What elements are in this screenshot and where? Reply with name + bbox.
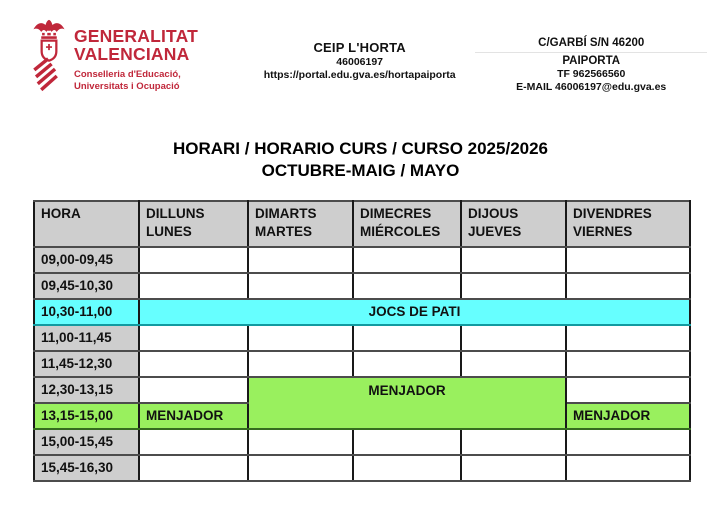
time-cell: 11,45-12,30 (34, 351, 139, 377)
schedule-cell (139, 351, 248, 377)
day-label-ca: DIMECRES (360, 205, 432, 221)
time-cell: 12,30-13,15 (34, 377, 139, 403)
table-row (34, 247, 690, 273)
school-name: CEIP L'HORTA (313, 40, 406, 55)
title-line2: OCTUBRE-MAIG / MAYO (261, 161, 460, 181)
contact-info (475, 14, 707, 93)
schedule-cell (248, 351, 353, 377)
day-label-ca: DIJOUS (468, 205, 519, 221)
time-cell: 11,00-11,45 (34, 325, 139, 351)
schedule-cell (461, 325, 566, 351)
schedule-cell (566, 273, 690, 299)
day-label-es: VIERNES (573, 224, 633, 240)
schedule-cell (248, 247, 353, 273)
day-label-es: JUEVES (468, 224, 522, 240)
school-website: https://portal.edu.gva.es/hortapaiporta (263, 69, 456, 81)
org-name-line1: GENERALITAT (74, 26, 199, 46)
schedule-cell (461, 429, 566, 455)
schedule-cell (353, 455, 461, 481)
time-cell: 09,00-09,45 (34, 247, 139, 273)
schedule-cell (566, 429, 690, 455)
table-row (34, 325, 690, 351)
time-cell: 15,45-16,30 (34, 455, 139, 481)
time-cell: 09,45-10,30 (34, 273, 139, 299)
table-row (34, 351, 690, 377)
contact-email: E-MAIL 46006197@edu.gva.es (516, 81, 667, 93)
schedule-cell (353, 429, 461, 455)
table-row (34, 429, 690, 455)
day-label-es: MIÉRCOLES (360, 224, 441, 240)
dept-line1: Conselleria d'Educació, (74, 68, 181, 80)
schedule-cell (248, 455, 353, 481)
day-label-ca: DILLUNS (146, 205, 205, 221)
schedule-cell (566, 455, 690, 481)
schedule-cell (353, 247, 461, 273)
column-header-tuesday (248, 201, 353, 247)
table-row (34, 455, 690, 481)
day-label-es: MARTES (255, 224, 312, 240)
contact-city: PAIPORTA (562, 55, 621, 67)
title-line1: HORARI / HORARIO CURS / CURSO 2025/2026 (172, 139, 549, 158)
time-cell: 10,30-11,00 (34, 299, 139, 325)
contact-sub-block (475, 52, 707, 93)
letterhead (0, 0, 721, 98)
schedule-cell (566, 325, 690, 351)
schedule-cell (566, 351, 690, 377)
dept-line2: Universitats i Ocupació (74, 80, 180, 92)
schedule-cell (139, 325, 248, 351)
day-label-ca: DIVENDRES (573, 205, 652, 221)
column-header-hora: HORA (34, 201, 139, 247)
table-row-patio (34, 299, 690, 325)
org-name-line2: VALENCIANA (74, 44, 190, 65)
schedule-cell (461, 351, 566, 377)
schedule-cell (248, 429, 353, 455)
schedule-cell (353, 273, 461, 299)
column-header-monday (139, 201, 248, 247)
schedule-cell (461, 247, 566, 273)
schedule-cell (139, 429, 248, 455)
school-code: 46006197 (336, 56, 384, 68)
time-cell: 15,00-15,45 (34, 429, 139, 455)
table-row (34, 273, 690, 299)
lunch-cell-center: MENJADOR (248, 377, 566, 429)
timetable (33, 200, 691, 482)
schedule-cell (139, 247, 248, 273)
schedule-cell (461, 455, 566, 481)
lunch-cell-monday: MENJADOR (139, 403, 248, 429)
contact-address: C/GARBÍ S/N 46200 (538, 37, 645, 49)
schedule-cell (566, 247, 690, 273)
generalitat-valenciana-logo (30, 14, 244, 98)
document-title (0, 138, 721, 183)
day-label-es: LUNES (146, 224, 192, 240)
schedule-cell (461, 273, 566, 299)
table-row (34, 377, 690, 403)
contact-phone: TF 962566560 (557, 68, 626, 80)
column-header-wednesday (353, 201, 461, 247)
schedule-cell (248, 273, 353, 299)
schedule-cell (353, 351, 461, 377)
header-row (34, 201, 690, 247)
column-header-thursday (461, 201, 566, 247)
schedule-cell (248, 325, 353, 351)
column-header-friday (566, 201, 690, 247)
schedule-cell (139, 273, 248, 299)
lunch-cell-friday: MENJADOR (566, 403, 690, 429)
patio-cell: JOCS DE PATI (139, 299, 690, 325)
time-cell: 13,15-15,00 (34, 403, 139, 429)
schedule-cell (566, 377, 690, 403)
day-label-ca: DIMARTS (255, 205, 317, 221)
schedule-cell (139, 455, 248, 481)
gva-coat-of-arms-icon (30, 16, 68, 98)
brand-text (74, 14, 198, 98)
schedule-cell (139, 377, 248, 403)
school-info (244, 14, 476, 81)
schedule-cell (353, 325, 461, 351)
